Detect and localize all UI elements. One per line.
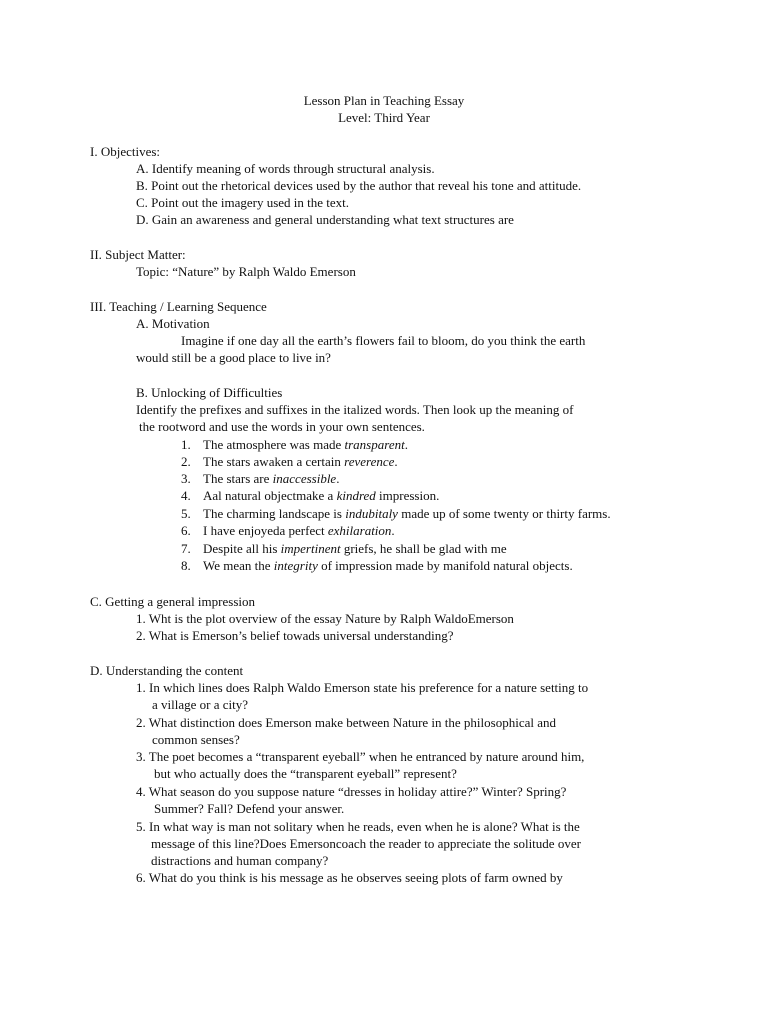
vocab-item-text: . <box>336 471 340 486</box>
vocab-item-number: 2. <box>181 454 191 469</box>
objective-item: A. Identify meaning of words through structural analysis. <box>136 161 435 176</box>
vocab-item-word: transparent <box>344 437 405 452</box>
vocab-item-number: 3. <box>181 471 191 486</box>
vocab-item-text: We mean the <box>203 558 274 573</box>
motivation-heading: A. Motivation <box>136 316 210 331</box>
content-heading: D. Understanding the content <box>90 663 244 678</box>
document-level: Level: Third Year <box>338 110 430 125</box>
vocab-item-text: of impression made by manifold natural objects. <box>317 558 573 573</box>
sequence-heading: III. Teaching / Learning Sequence <box>90 299 267 314</box>
subject-topic: Topic: “Nature” by Ralph Waldo Emerson <box>136 264 356 279</box>
content-question: 4. What season do you suppose nature “dresses in holiday attire?” Winter? Spring? <box>136 784 567 799</box>
content-question: 1. In which lines does Ralph Waldo Emerson state his preference for a nature setting to <box>136 680 589 695</box>
vocab-item <box>181 557 573 574</box>
unlocking-intro: Identify the prefixes and suffixes in the italized words. Then look up the meaning of <box>136 402 574 417</box>
vocab-item-number: 1. <box>181 437 191 452</box>
vocab-item-text: The atmosphere was made <box>203 437 345 452</box>
vocab-item-text: The charming landscape is <box>203 506 346 521</box>
objective-item: B. Point out the rhetorical devices used by the author that reveal his tone and attitude. <box>136 178 582 193</box>
impression-item: 1. Wht is the plot overview of the essay Nature by Ralph WaldoEmerson <box>136 611 514 626</box>
vocab-item-text: Despite all his <box>203 541 281 556</box>
content-question: a village or a city? <box>152 697 249 712</box>
impression-item: 2. What is Emerson’s belief towads universal understanding? <box>136 628 454 643</box>
vocab-item <box>181 522 395 539</box>
content-question: message of this line?Does Emersoncoach the reader to appreciate the solitude over <box>151 836 581 851</box>
document-title: Lesson Plan in Teaching Essay <box>303 93 465 108</box>
content-question: 2. What distinction does Emerson make between Nature in the philosophical and <box>136 715 556 730</box>
vocab-item-text: impression. <box>375 488 440 503</box>
vocab-item-text: griefs, he shall be glad with me <box>340 541 507 556</box>
objective-item: C. Point out the imagery used in the text. <box>136 195 350 210</box>
motivation-text: would still be a good place to live in? <box>136 350 331 365</box>
content-question: 6. What do you think is his message as he observes seeing plots of farm owned by <box>136 870 563 885</box>
vocab-item-number: 7. <box>181 541 191 556</box>
vocab-item-text: Aal natural objectmake a <box>203 488 337 503</box>
content-question: Summer? Fall? Defend your answer. <box>154 801 345 816</box>
vocab-item-word: reverence <box>344 454 395 469</box>
impression-heading: C. Getting a general impression <box>90 594 255 609</box>
vocab-item-word: kindred <box>336 488 376 503</box>
vocab-item-number: 5. <box>181 506 191 521</box>
vocab-item <box>181 453 398 470</box>
vocab-item-word: integrity <box>273 558 318 573</box>
objectives-heading: I. Objectives: <box>90 144 161 159</box>
vocab-item-text: . <box>394 454 398 469</box>
motivation-text: Imagine if one day all the earth’s flowers fail to bloom, do you think the earth <box>181 333 586 348</box>
vocab-item-number: 6. <box>181 523 191 538</box>
vocab-item-text: The stars awaken a certain <box>203 454 345 469</box>
vocab-item <box>181 505 611 522</box>
vocab-item <box>181 436 408 453</box>
vocab-item-number: 4. <box>181 488 191 503</box>
content-question: common senses? <box>152 732 240 747</box>
vocab-item-word: indubitaly <box>345 506 398 521</box>
vocab-item-text: I have enjoyeda perfect <box>203 523 328 538</box>
vocab-item-word: impertinent <box>280 541 341 556</box>
vocab-item-text: . <box>391 523 395 538</box>
vocab-item-word: inaccessible <box>272 471 337 486</box>
content-question: but who actually does the “transparent eyeball” represent? <box>154 766 457 781</box>
vocab-item <box>181 470 339 487</box>
unlocking-heading: B. Unlocking of Difficulties <box>136 385 283 400</box>
vocab-item <box>181 540 507 557</box>
subject-matter-heading: II. Subject Matter: <box>90 247 186 262</box>
content-question: distractions and human company? <box>151 853 329 868</box>
vocab-item-number: 8. <box>181 558 191 573</box>
vocab-item-text: . <box>404 437 408 452</box>
unlocking-intro: the rootword and use the words in your own sentences. <box>139 419 425 434</box>
content-question: 5. In what way is man not solitary when he reads, even when he is alone? What is the <box>136 819 580 834</box>
vocab-item <box>181 487 439 504</box>
content-question: 3. The poet becomes a “transparent eyeball” when he entranced by nature around him, <box>136 749 585 764</box>
vocab-item-text: made up of some twenty or thirty farms. <box>397 506 611 521</box>
vocab-item-text: The stars are <box>203 471 273 486</box>
vocab-item-word: exhilaration <box>327 523 392 538</box>
objective-item: D. Gain an awareness and general understanding what text structures are <box>136 212 514 227</box>
